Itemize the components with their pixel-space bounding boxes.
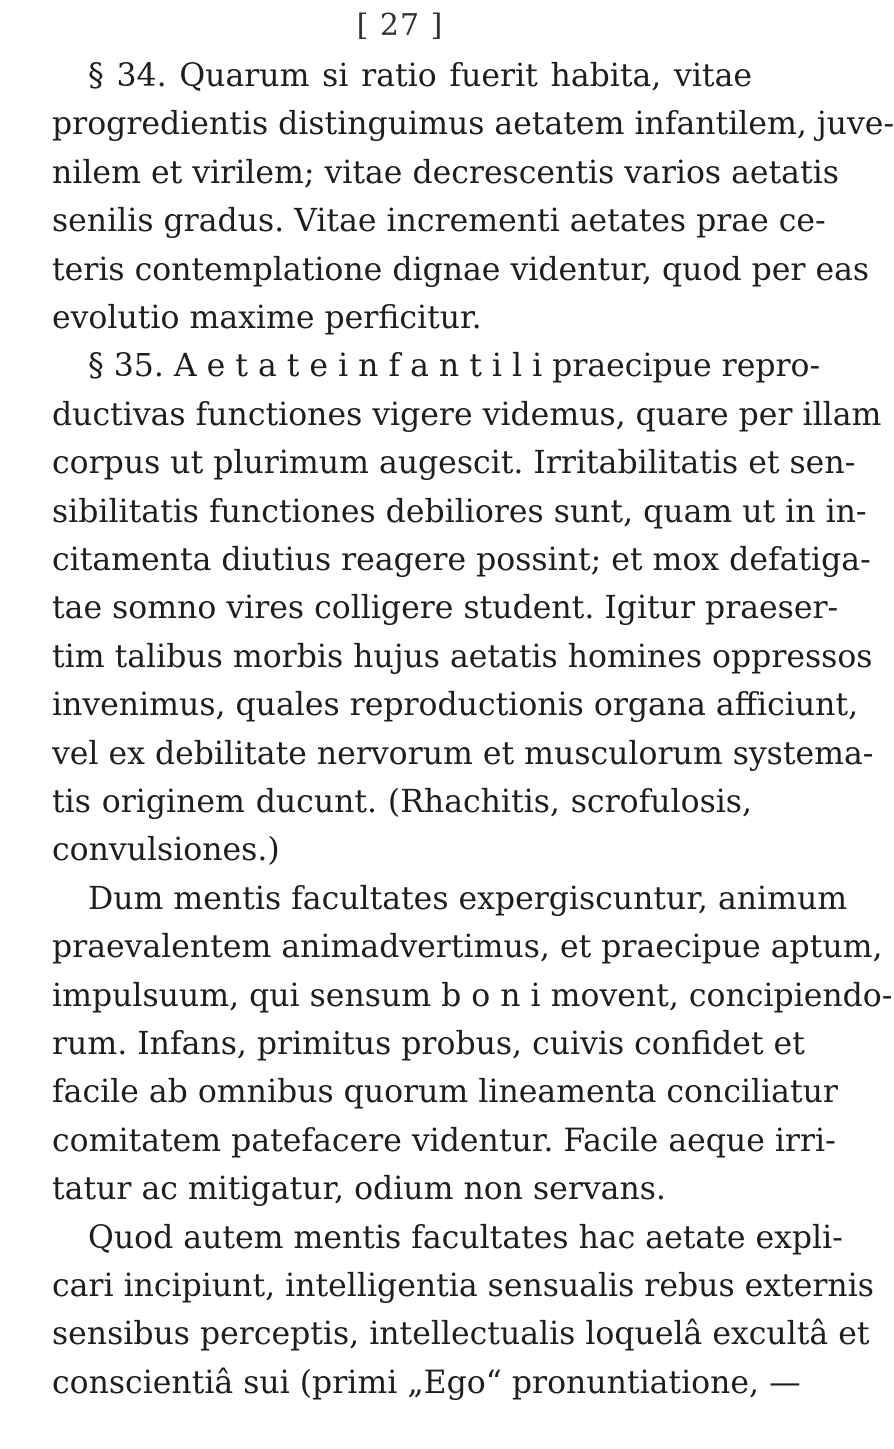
text-line: evolutio maxime perficitur. <box>52 300 482 336</box>
text-line: senilis gradus. Vitae incrementi aetates prae ce- <box>52 203 826 240</box>
text-line: progredientis distinguimus aetatem infantilem, juve- <box>52 106 894 143</box>
text-line: praevalentem animadvertimus, et praecipue aptum, <box>52 929 883 966</box>
text-line: § 34. Quarum si ratio fuerit habita, vitae <box>88 58 752 94</box>
page-number: [ 27 ] <box>356 8 444 43</box>
text-line: rum. Infans, primitus probus, cuivis confidet et <box>52 1026 805 1062</box>
text-line: facile ab omnibus quorum lineamenta conciliatur <box>52 1074 838 1111</box>
text-line: comitatem patefacere videntur. Facile aeque irri- <box>52 1122 836 1159</box>
text-line: invenimus, quales reproductionis organa afficiunt, <box>52 687 859 724</box>
text-line: impulsuum, qui sensum b o n i movent, concipiendo- <box>52 977 893 1014</box>
text-line: conscientiâ sui (primi „Ego“ pronuntiatione, — <box>52 1364 801 1401</box>
text-line: nilem et virilem; vitae decrescentis varios aetatis <box>52 154 839 191</box>
text-line: Quod autem mentis facultates hac aetate expli- <box>88 1219 843 1256</box>
text-line: citamenta diutius reagere possint; et mox defatiga- <box>52 542 871 578</box>
text-line: sibilitatis functiones debiliores sunt, quam ut in in- <box>52 493 867 530</box>
text-line: cari incipiunt, intelligentia sensualis rebus externis <box>52 1268 874 1304</box>
text-line: convulsiones.) <box>52 832 280 869</box>
text-line: § 35. A e t a t e i n f a n t i l i praecipue repro- <box>88 348 821 385</box>
text-line: vel ex debilitate nervorum et musculorum systema- <box>52 735 874 772</box>
text-line: tim talibus morbis hujus aetatis homines oppressos <box>52 638 873 675</box>
text-line: tatur ac mitigatur, odium non servans. <box>52 1171 666 1208</box>
text-line: teris contemplatione dignae videntur, quod per eas <box>52 251 870 288</box>
text-line: tae somno vires colligere student. Igitur praeser- <box>52 590 839 627</box>
text-line: tis originem ducunt. (Rhachitis, scrofulosis, <box>52 784 752 820</box>
text-line: Dum mentis facultates expergiscuntur, animum <box>88 880 848 917</box>
text-line: ductivas functiones vigere videmus, quare per illam <box>52 396 882 433</box>
text-line: sensibus perceptis, intellectualis loquelâ excultâ et <box>52 1316 870 1353</box>
text-line: corpus ut plurimum augescit. Irritabilitatis et sen- <box>52 445 856 482</box>
